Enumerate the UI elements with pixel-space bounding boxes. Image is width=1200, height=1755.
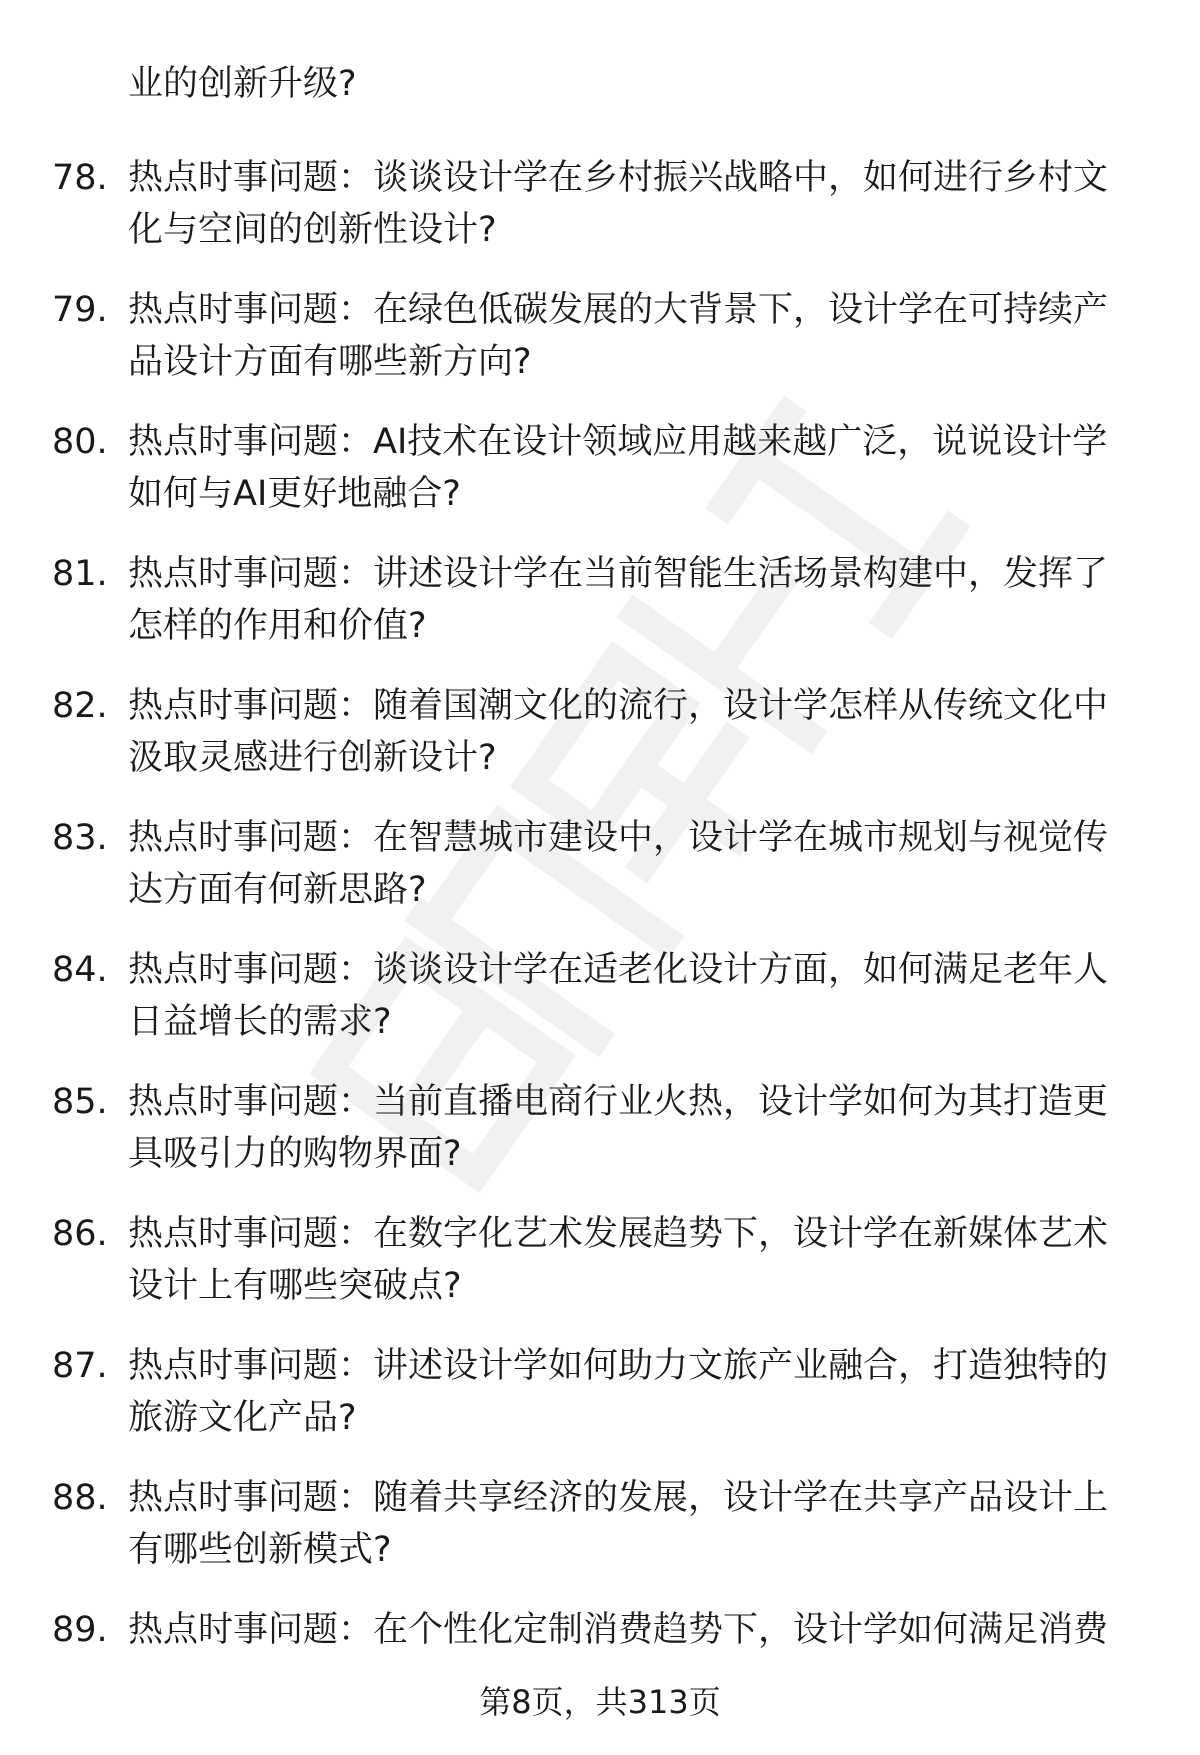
page-footer: 第8页，共313页: [479, 1683, 721, 1721]
question-text: 热点时事问题：当前直播电商行业火热，设计学如何为其打造更具吸引力的购物界面?: [128, 1082, 1109, 1174]
question-text: 热点时事问题：在数字化艺术发展趋势下，设计学在新媒体艺术设计上有哪些突破点?: [128, 1214, 1109, 1306]
question-number: 86.: [52, 1214, 108, 1254]
question-text: 热点时事问题：谈谈设计学在适老化设计方面，如何满足老年人日益增长的需求?: [128, 950, 1109, 1042]
question-number: 85.: [52, 1082, 108, 1122]
question-list: [0, 152, 1200, 1736]
question-text: 热点时事问题：在个性化定制消费趋势下，设计学如何满足消费: [128, 1610, 1109, 1650]
question-number: 82.: [52, 686, 108, 726]
question-number: 87.: [52, 1346, 108, 1386]
question-number: 80.: [52, 422, 108, 462]
question-text: 热点时事问题：谈谈设计学在乡村振兴战略中，如何进行乡村文化与空间的创新性设计?: [128, 158, 1109, 250]
question-number: 81.: [52, 554, 108, 594]
question-text: 热点时事问题：在智慧城市建设中，设计学在城市规划与视觉传达方面有何新思路?: [128, 818, 1109, 910]
question-text: 热点时事问题：讲述设计学如何助力文旅产业融合，打造独特的旅游文化产品?: [128, 1346, 1109, 1438]
question-item: [0, 1076, 1200, 1208]
question-number: 84.: [52, 950, 108, 990]
question-text: 热点时事问题：讲述设计学在当前智能生活场景构建中，发挥了怎样的作用和价值?: [128, 554, 1109, 646]
question-item: [0, 416, 1200, 548]
question-number: 89.: [52, 1610, 108, 1650]
question-number: 78.: [52, 158, 108, 198]
question-item: [0, 944, 1200, 1076]
question-text: 热点时事问题：随着国潮文化的流行，设计学怎样从传统文化中汲取灵感进行创新设计?: [128, 686, 1109, 778]
question-item: [0, 152, 1200, 284]
question-number: 79.: [52, 290, 108, 330]
question-text: 热点时事问题：随着共享经济的发展，设计学在共享产品设计上有哪些创新模式?: [128, 1478, 1109, 1570]
question-item: [0, 1340, 1200, 1472]
question-number: 88.: [52, 1478, 108, 1518]
continuation-text: 业的创新升级?: [128, 64, 357, 104]
question-text: 热点时事问题：在绿色低碳发展的大背景下，设计学在可持续产品设计方面有哪些新方向?: [128, 290, 1109, 382]
question-item: [0, 284, 1200, 416]
question-item: [0, 1208, 1200, 1340]
question-number: 83.: [52, 818, 108, 858]
question-item: [0, 680, 1200, 812]
question-item: [0, 812, 1200, 944]
question-item: [0, 1472, 1200, 1604]
question-text: 热点时事问题：AI技术在设计领域应用越来越广泛，说说设计学如何与AI更好地融合?: [128, 422, 1108, 514]
question-item: [0, 548, 1200, 680]
